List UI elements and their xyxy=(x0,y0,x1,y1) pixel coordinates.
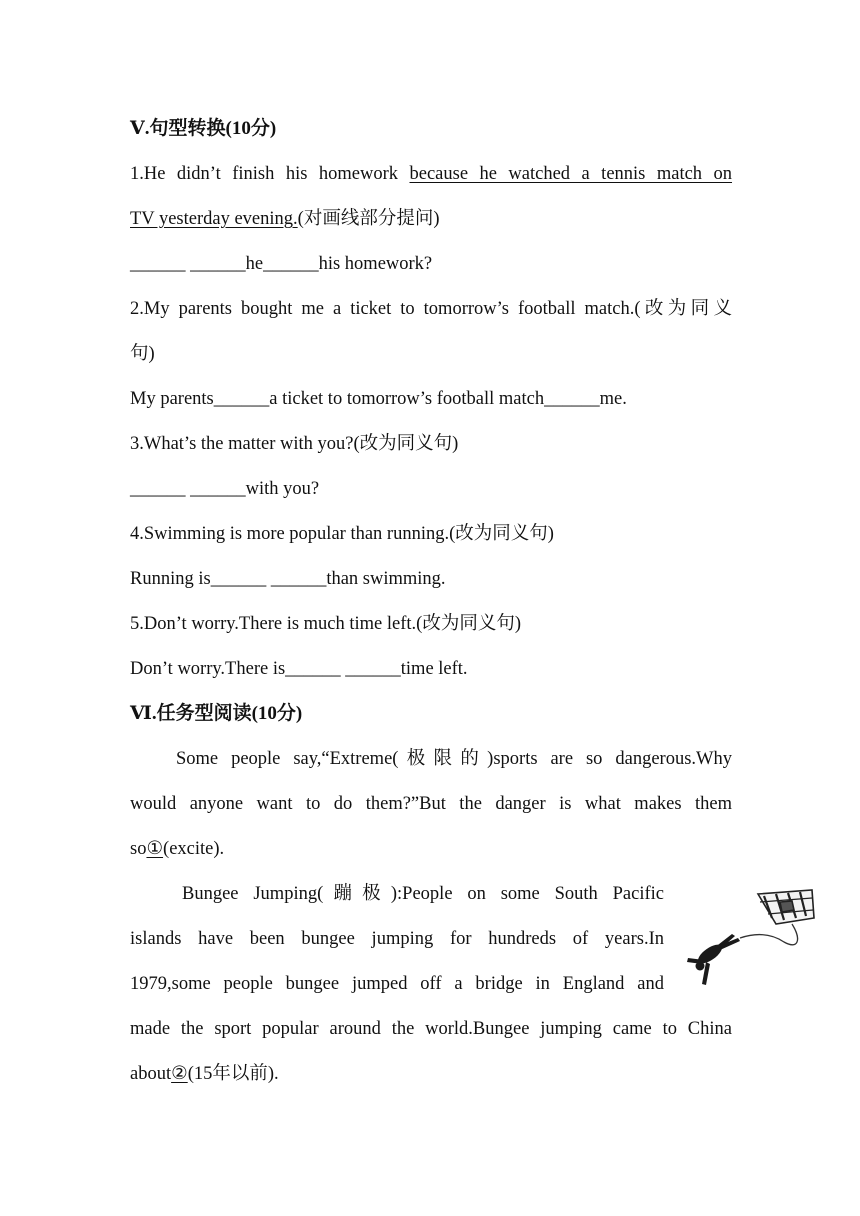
bridge-icon xyxy=(758,890,814,924)
para2-line5 xyxy=(130,1062,732,1086)
q1-underlined-part-b: TV yesterday evening. xyxy=(130,209,298,229)
para1-line3-suffix: (excite). xyxy=(163,839,225,859)
q5-answer-line: Don’t worry.There is______ ______time left. xyxy=(130,659,468,679)
q1-line2 xyxy=(130,207,732,231)
q2-answer-line: My parents______a ticket to tomorrow’s football match______me. xyxy=(130,389,627,409)
blank-1-marker: ① xyxy=(146,839,164,859)
section-6-heading: Ⅵ.任务型阅读(10分) xyxy=(130,703,303,724)
q4-answer-line: Running is______ ______than swimming. xyxy=(130,569,446,589)
q4-line1: 4.Swimming is more popular than running.(改为同义句) xyxy=(130,524,554,544)
bungee-jumper-illustration xyxy=(680,888,815,993)
bungee-cord xyxy=(740,924,798,945)
q2-line1: 2.My parents bought me a ticket to tomorrow’s football match.(改为同义 xyxy=(130,299,732,319)
q1-instruction: (对画线部分提问) xyxy=(297,209,440,229)
q1-line1 xyxy=(130,162,732,186)
para1-line3 xyxy=(130,837,732,861)
para1-line3-prefix: so xyxy=(130,839,147,859)
q2-line2: 句) xyxy=(130,344,155,364)
blank-2-marker: ② xyxy=(171,1064,188,1084)
para2-line1: Bungee Jumping(蹦极):People on some South Pacific xyxy=(182,884,664,904)
para2-line2: islands have been bungee jumping for hundreds of years.In xyxy=(130,929,664,949)
section-5-heading: Ⅴ.句型转换(10分) xyxy=(130,118,277,139)
para2-line4: made the sport popular around the world.Bungee jumping came to China xyxy=(130,1019,732,1039)
para1-line2: would anyone want to do them?”But the danger is what makes them xyxy=(130,794,732,814)
q3-answer-line: ______ ______with you? xyxy=(130,479,320,499)
para2-line5-prefix: about xyxy=(130,1064,172,1084)
para1-line1: Some people say,“Extreme(极限的)sports are so dangerous.Why xyxy=(176,749,732,769)
q1-answer-line: ______ ______he______his homework? xyxy=(130,254,433,274)
q1-underlined-part-a: because he watched a tennis match on xyxy=(409,164,733,184)
q3-line1: 3.What’s the matter with you?(改为同义句) xyxy=(130,434,459,454)
q1-prefix: 1.He didn’t finish his homework xyxy=(130,164,410,184)
para2-line5-suffix: (15年以前). xyxy=(187,1064,279,1084)
para2-line3: 1979,some people bungee jumped off a bridge in England and xyxy=(130,974,664,994)
jumper-silhouette-icon xyxy=(687,934,740,985)
q5-line1: 5.Don’t worry.There is much time left.(改为同义句) xyxy=(130,614,521,634)
